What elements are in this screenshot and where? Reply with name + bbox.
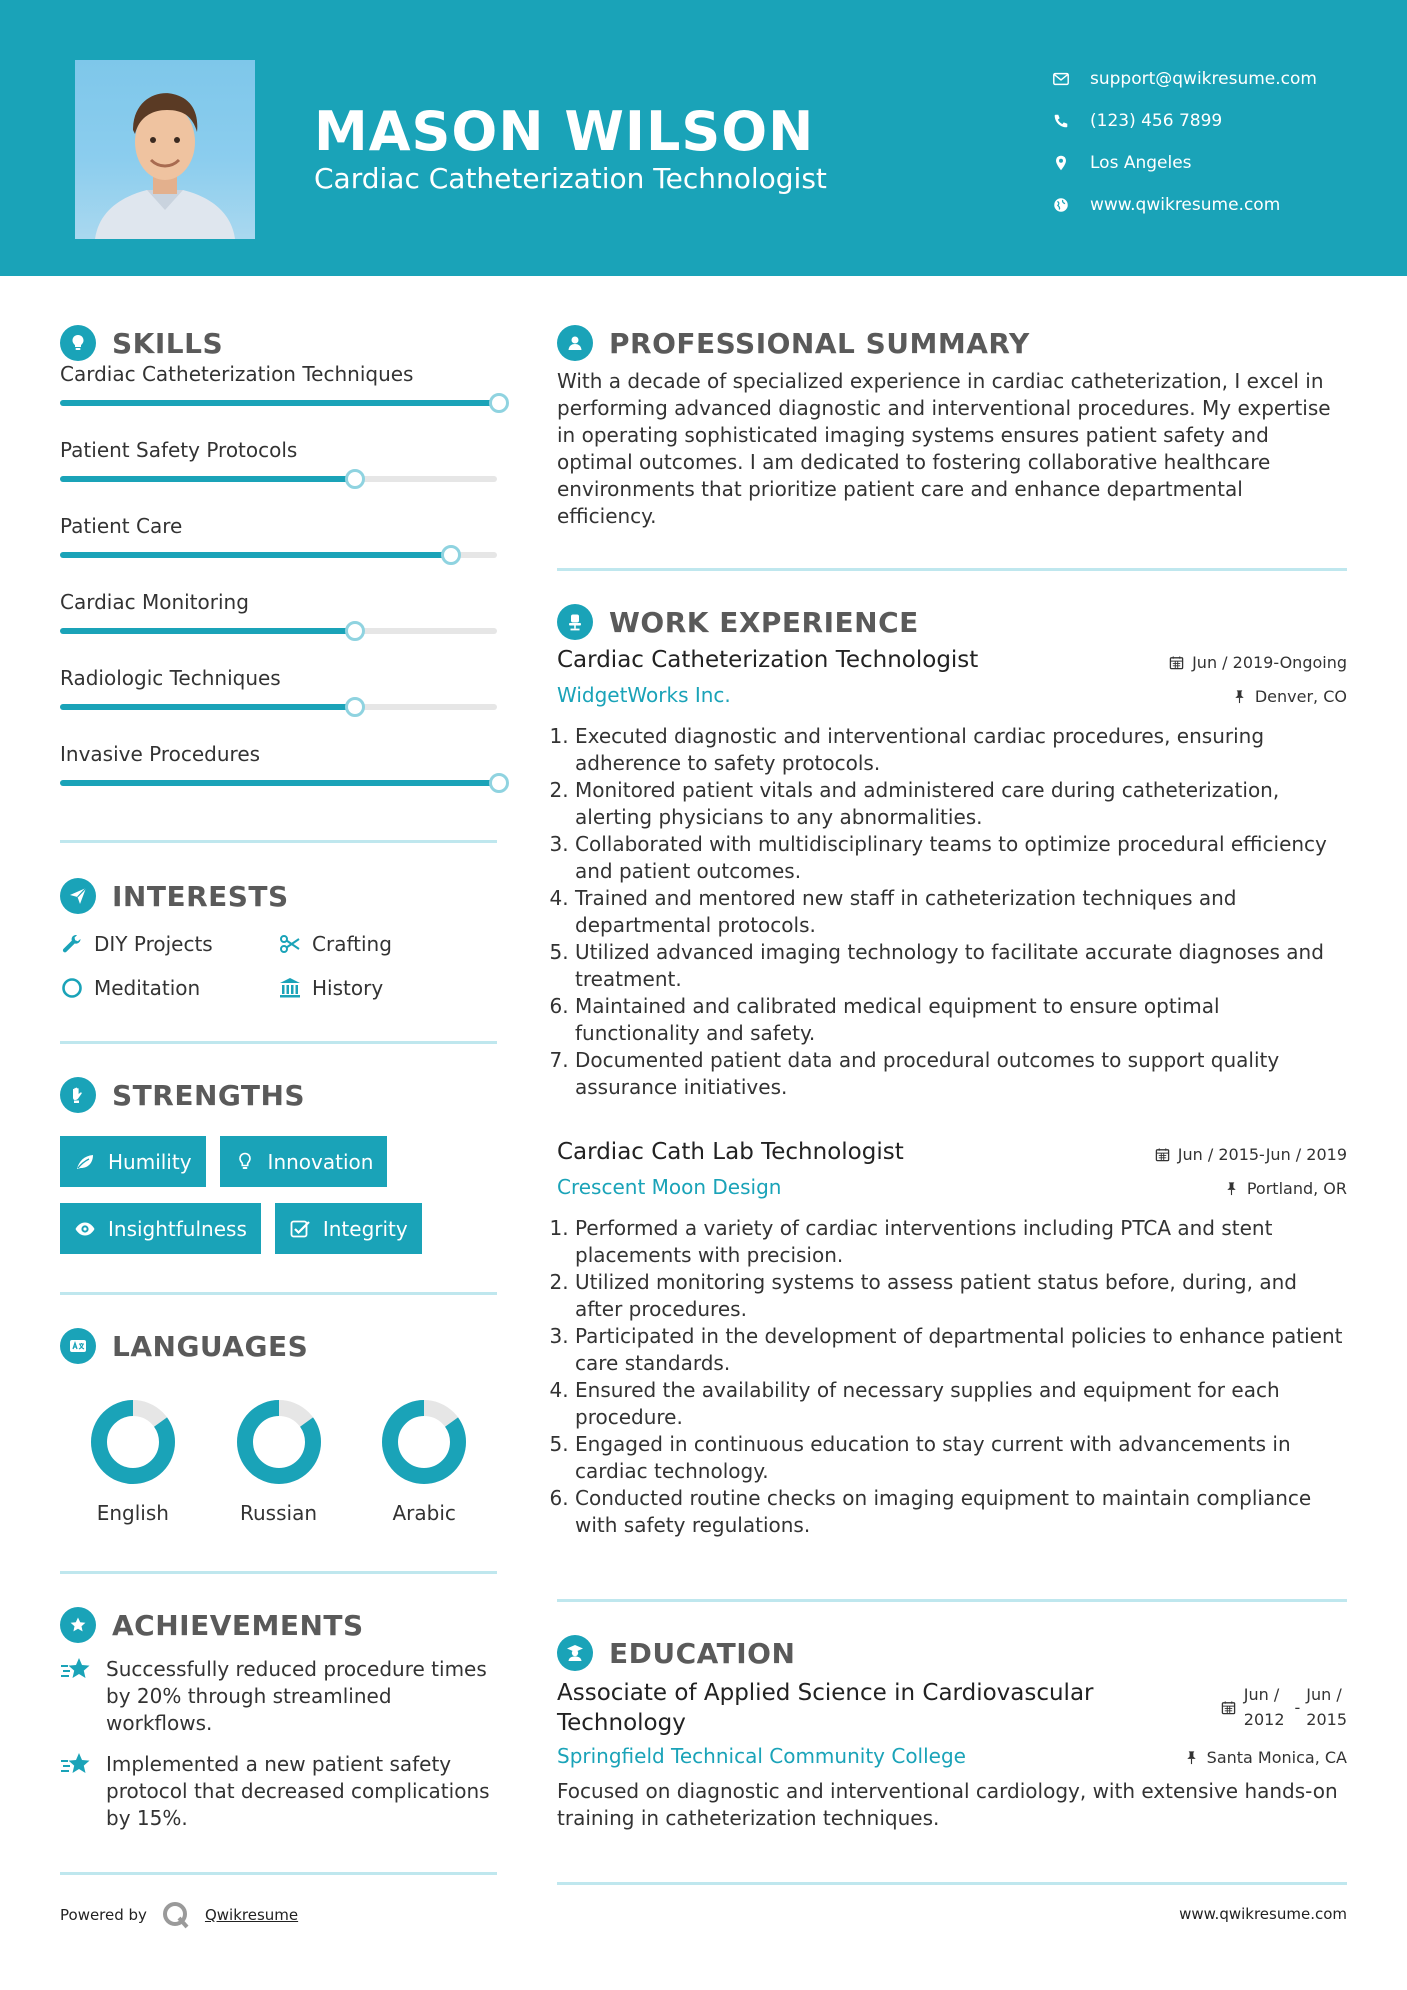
language-item xyxy=(60,1399,206,1525)
skill-bar xyxy=(60,628,497,634)
education-location xyxy=(1184,1748,1347,1767)
strength-label: Insightfulness xyxy=(108,1216,247,1241)
leaf-icon xyxy=(74,1151,96,1173)
language-donut xyxy=(90,1399,176,1485)
contact-email-text: support@qwikresume.com xyxy=(1090,69,1317,89)
experience-heading xyxy=(557,599,1347,645)
powered-by-text: Powered by xyxy=(60,1906,147,1924)
contact-website-text: www.qwikresume.com xyxy=(1090,195,1281,215)
strengths-heading xyxy=(60,1072,497,1118)
education-date xyxy=(1221,1682,1347,1732)
education-date-start-month: Jun / xyxy=(1243,1685,1280,1704)
circle-icon xyxy=(60,976,84,1000)
strength-chip xyxy=(275,1203,422,1254)
interest-item xyxy=(278,931,496,957)
scissors-icon xyxy=(278,932,302,956)
contact-list xyxy=(1052,58,1317,226)
job-title: Cardiac Cath Lab Technologist xyxy=(557,1139,904,1165)
skill-bar-fill xyxy=(60,400,497,406)
resume-header xyxy=(0,0,1407,276)
contact-phone-text: (123) 456 7899 xyxy=(1090,111,1223,131)
strength-label: Integrity xyxy=(322,1216,408,1241)
skill-label: Patient Care xyxy=(60,514,183,538)
skill-item xyxy=(60,742,497,818)
check-square-icon xyxy=(289,1218,311,1240)
education-location-text: Santa Monica, CA xyxy=(1206,1748,1347,1767)
job-bullet: 6. Conducted routine checks on imaging equipment to maintain compliance with safety regulations. xyxy=(575,1485,1347,1539)
achievement-item xyxy=(60,1656,497,1737)
section-divider xyxy=(557,1882,1347,1885)
strengths-title: STRENGTHS xyxy=(112,1078,306,1112)
right-column xyxy=(557,320,1347,1885)
contact-location xyxy=(1052,142,1317,184)
envelope-icon xyxy=(1052,70,1070,88)
section-divider xyxy=(60,1041,497,1044)
skill-label: Cardiac Catheterization Techniques xyxy=(60,362,414,386)
candidate-name: MASON WILSON xyxy=(314,100,815,163)
skill-bar xyxy=(60,704,497,710)
languages-heading xyxy=(60,1323,497,1369)
job-location-text: Denver, CO xyxy=(1254,687,1347,706)
languages-title: LANGUAGES xyxy=(112,1329,309,1363)
skill-bar-fill xyxy=(60,628,353,634)
job-bullet: 3. Participated in the development of departmental policies to enhance patient care standards. xyxy=(575,1323,1347,1377)
job-bullet: 6. Maintained and calibrated medical equipment to ensure optimal functionality and safety. xyxy=(575,993,1347,1047)
lightbulb-icon xyxy=(234,1151,256,1173)
job-entry xyxy=(557,1139,1347,1539)
graduate-icon xyxy=(557,1635,593,1671)
skill-bar-knob xyxy=(441,545,461,565)
date-separator: - xyxy=(1294,1697,1301,1717)
fist-icon xyxy=(60,1077,96,1113)
phone-icon xyxy=(1052,112,1070,130)
skill-item xyxy=(60,362,497,438)
star-icon xyxy=(60,1751,92,1781)
pushpin-icon xyxy=(1184,1750,1199,1765)
job-header xyxy=(557,1139,1347,1165)
star-badge-icon xyxy=(60,1607,96,1643)
language-donut xyxy=(381,1399,467,1485)
achievements-list xyxy=(60,1656,497,1832)
skill-bar-knob xyxy=(345,469,365,489)
job-bullets xyxy=(557,1215,1347,1539)
interest-item xyxy=(60,975,278,1001)
job-location xyxy=(1232,687,1347,706)
calendar-icon xyxy=(1155,1147,1170,1162)
section-divider xyxy=(60,1872,497,1875)
skill-item xyxy=(60,438,497,514)
star-icon xyxy=(60,1656,92,1686)
location-icon xyxy=(1052,154,1070,172)
language-icon xyxy=(60,1328,96,1364)
section-divider xyxy=(557,1599,1347,1602)
achievements-title: ACHIEVEMENTS xyxy=(112,1608,364,1642)
job-date-text: Jun / 2015-Jun / 2019 xyxy=(1177,1145,1347,1164)
skill-bar-fill xyxy=(60,704,353,710)
interest-item xyxy=(60,931,278,957)
company-name: Crescent Moon Design xyxy=(557,1175,782,1199)
job-date xyxy=(1155,1145,1347,1164)
skill-bar-fill xyxy=(60,552,449,558)
paper-plane-icon xyxy=(60,878,96,914)
language-label: Arabic xyxy=(392,1501,456,1525)
job-bullet: 4. Ensured the availability of necessary supplies and equipment for each procedure. xyxy=(575,1377,1347,1431)
job-bullets xyxy=(557,723,1347,1101)
job-location-text: Portland, OR xyxy=(1246,1179,1347,1198)
calendar-icon xyxy=(1169,655,1184,670)
section-divider xyxy=(60,1292,497,1295)
wrench-icon xyxy=(60,932,84,956)
job-bullet: 5. Engaged in continuous education to stay current with advancements in cardiac technology. xyxy=(575,1431,1347,1485)
interest-label: DIY Projects xyxy=(94,932,213,956)
education-title: EDUCATION xyxy=(609,1636,796,1670)
job-bullet: 4. Trained and mentored new staff in catheterization techniques and departmental protocols. xyxy=(575,885,1347,939)
summary-heading xyxy=(557,320,1347,366)
strength-chip xyxy=(60,1136,206,1187)
school-name: Springfield Technical Community College xyxy=(557,1744,966,1768)
education-date-end xyxy=(1306,1682,1347,1732)
office-chair-icon xyxy=(557,604,593,640)
education-date-end-month: Jun / xyxy=(1306,1685,1342,1704)
interest-label: Crafting xyxy=(312,932,392,956)
strength-label: Humility xyxy=(108,1149,192,1174)
contact-email[interactable] xyxy=(1052,58,1317,100)
skill-item xyxy=(60,666,497,742)
interests-title: INTERESTS xyxy=(112,879,289,913)
skill-bar-knob xyxy=(345,697,365,717)
skill-bar-knob xyxy=(489,393,509,413)
skill-bar-knob xyxy=(489,773,509,793)
education-date-start xyxy=(1244,1682,1285,1732)
education-subheader xyxy=(557,1744,1347,1768)
job-date xyxy=(1169,653,1347,672)
interests-heading xyxy=(60,873,497,919)
summary-text: With a decade of specialized experience in cardiac catheterization, I excel in performing advanced diagnostic and interventional procedures. My expertise in operating sophisticated imaging systems ensures patient safety and optimal outcomes. I am dedicated to fostering collaborative healthcare environments that prioritize patient care and enhance departmental efficiency. xyxy=(557,369,1331,528)
interest-label: Meditation xyxy=(94,976,201,1000)
contact-website[interactable] xyxy=(1052,184,1317,226)
interests-list xyxy=(60,931,497,1001)
pushpin-icon xyxy=(1232,689,1247,704)
education-header xyxy=(557,1678,1347,1738)
languages-list xyxy=(60,1399,497,1525)
job-bullet: 7. Documented patient data and procedural outcomes to support quality assurance initiatives. xyxy=(575,1047,1347,1101)
strength-chip xyxy=(220,1136,388,1187)
skill-bar-fill xyxy=(60,780,497,786)
job-bullet: 1. Performed a variety of cardiac interventions including PTCA and stent placements with precision. xyxy=(575,1215,1347,1269)
job-bullet: 5. Utilized advanced imaging technology to facilitate accurate diagnoses and treatment. xyxy=(575,939,1347,993)
section-divider xyxy=(60,1571,497,1574)
skill-label: Patient Safety Protocols xyxy=(60,438,298,462)
user-icon xyxy=(557,325,593,361)
job-date-text: Jun / 2019-Ongoing xyxy=(1192,653,1347,672)
job-bullet: 2. Monitored patient vitals and administered care during catheterization, alerting physicians to any abnormalities. xyxy=(575,777,1347,831)
job-header xyxy=(557,647,1347,673)
skill-label: Radiologic Techniques xyxy=(60,666,281,690)
language-label: English xyxy=(96,1501,169,1525)
skill-bar xyxy=(60,476,497,482)
achievements-heading xyxy=(60,1602,497,1648)
skills-list xyxy=(60,362,497,818)
language-item xyxy=(351,1399,497,1525)
language-item xyxy=(206,1399,352,1525)
achievement-text: Implemented a new patient safety protocol that decreased complications by 15%. xyxy=(106,1752,490,1830)
job-title: Cardiac Catheterization Technologist xyxy=(557,647,979,673)
pushpin-icon xyxy=(1224,1181,1239,1196)
language-label: Russian xyxy=(240,1501,318,1525)
summary-title: PROFESSIONAL SUMMARY xyxy=(609,326,1030,360)
degree-name: Associate of Applied Science in Cardiovascular Technology xyxy=(557,1680,1094,1736)
skill-bar-knob xyxy=(345,621,365,641)
experience-title: WORK EXPERIENCE xyxy=(609,605,919,639)
education-heading xyxy=(557,1630,1347,1676)
strengths-list xyxy=(60,1136,497,1254)
eye-icon xyxy=(74,1218,96,1240)
interest-item xyxy=(278,975,496,1001)
left-column xyxy=(60,320,497,1875)
globe-icon xyxy=(1052,196,1070,214)
qwikresume-link[interactable]: Qwikresume xyxy=(204,1906,299,1924)
skills-heading xyxy=(60,320,497,366)
skill-label: Cardiac Monitoring xyxy=(60,590,249,614)
skill-bar-fill xyxy=(60,476,353,482)
profile-photo xyxy=(75,60,255,239)
strength-label: Innovation xyxy=(267,1149,374,1174)
language-donut xyxy=(236,1399,322,1485)
job-subheader xyxy=(557,683,1347,707)
footer-powered-by xyxy=(60,1900,298,1930)
interest-label: History xyxy=(312,976,384,1000)
education-description: Focused on diagnostic and interventional cardiology, with extensive hands-on training in catheterization techniques. xyxy=(557,1779,1338,1830)
skills-title: SKILLS xyxy=(112,326,224,360)
lightbulb-icon xyxy=(60,325,96,361)
achievement-item xyxy=(60,1751,497,1832)
job-bullet: 3. Collaborated with multidisciplinary teams to optimize procedural efficiency and patient outcomes. xyxy=(575,831,1347,885)
job-entry xyxy=(557,647,1347,1101)
education-date-end-year: 2015 xyxy=(1306,1710,1347,1729)
person-portrait-icon xyxy=(75,60,255,239)
calendar-icon xyxy=(1221,1700,1236,1715)
qwikresume-logo-icon xyxy=(161,1900,191,1930)
job-bullet: 2. Utilized monitoring systems to assess patient status before, during, and after procedures. xyxy=(575,1269,1347,1323)
skill-item xyxy=(60,590,497,666)
skill-bar xyxy=(60,780,497,786)
skill-item xyxy=(60,514,497,590)
job-subheader xyxy=(557,1175,1347,1199)
job-bullet: 1. Executed diagnostic and interventional cardiac procedures, ensuring adherence to safety protocols. xyxy=(575,723,1347,777)
section-divider xyxy=(60,840,497,843)
contact-phone[interactable] xyxy=(1052,100,1317,142)
achievement-text: Successfully reduced procedure times by 20% through streamlined workflows. xyxy=(106,1657,487,1735)
job-location xyxy=(1224,1179,1347,1198)
skill-bar xyxy=(60,552,497,558)
skill-bar xyxy=(60,400,497,406)
education-date-start-year: 2012 xyxy=(1243,1710,1285,1729)
company-name: WidgetWorks Inc. xyxy=(557,683,731,707)
footer-url[interactable]: www.qwikresume.com xyxy=(1179,1905,1347,1923)
skill-label: Invasive Procedures xyxy=(60,742,261,766)
section-divider xyxy=(557,568,1347,571)
strength-chip xyxy=(60,1203,261,1254)
contact-location-text: Los Angeles xyxy=(1090,153,1192,173)
museum-icon xyxy=(278,976,302,1000)
candidate-title: Cardiac Catheterization Technologist xyxy=(314,162,827,195)
